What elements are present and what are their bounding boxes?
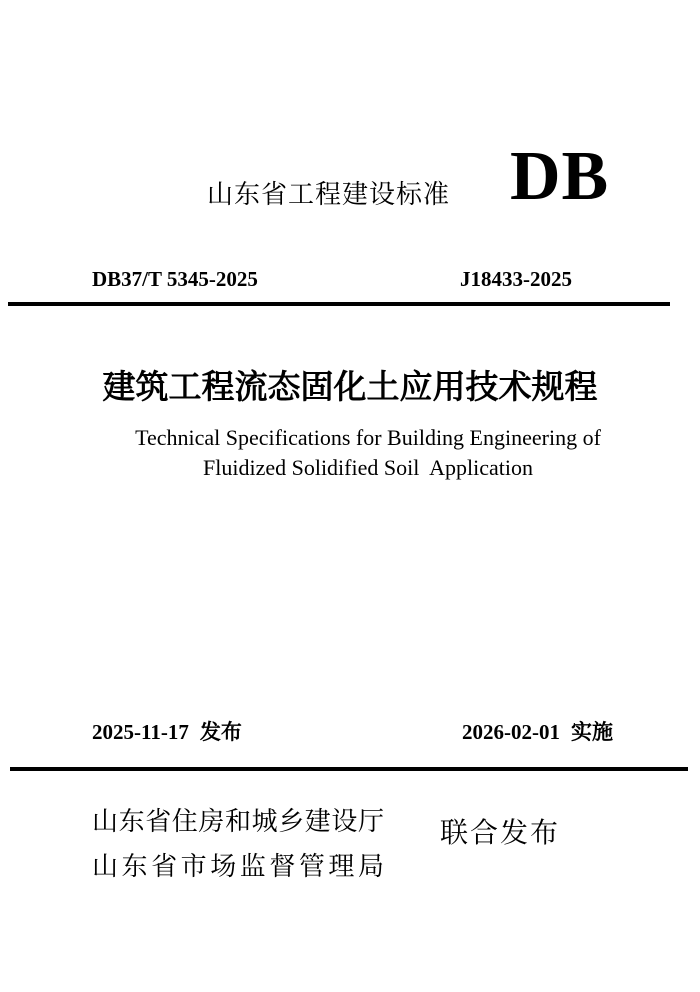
publisher-line-2: 山东省市场监督管理局 bbox=[92, 851, 384, 881]
standard-category-label: 山东省工程建设标准 bbox=[207, 179, 451, 209]
publishers-block bbox=[92, 799, 384, 889]
issue-label: 发布 bbox=[199, 720, 242, 744]
title-english-line2: Fluidized Solidified Soil Application bbox=[203, 455, 533, 480]
issue-date-row bbox=[92, 721, 242, 744]
joint-issue-label: 联合发布 bbox=[440, 817, 561, 848]
implement-date-row bbox=[462, 721, 613, 744]
bottom-divider-rule bbox=[10, 767, 688, 771]
issue-date: 2025-11-17 bbox=[92, 720, 189, 744]
top-divider-rule bbox=[8, 302, 670, 306]
db-logo: DB bbox=[510, 138, 610, 215]
implement-label: 实施 bbox=[571, 720, 613, 744]
publisher-line-1: 山东省住房和城乡建设厅 bbox=[92, 806, 384, 836]
record-number: J18433-2025 bbox=[460, 267, 572, 291]
implement-date: 2026-02-01 bbox=[462, 720, 560, 744]
title-chinese: 建筑工程流态固化土应用技术规程 bbox=[102, 370, 598, 406]
standard-number: DB37/T 5345-2025 bbox=[92, 267, 258, 291]
title-english-line1: Technical Specifications for Building Engineering of bbox=[135, 425, 601, 450]
